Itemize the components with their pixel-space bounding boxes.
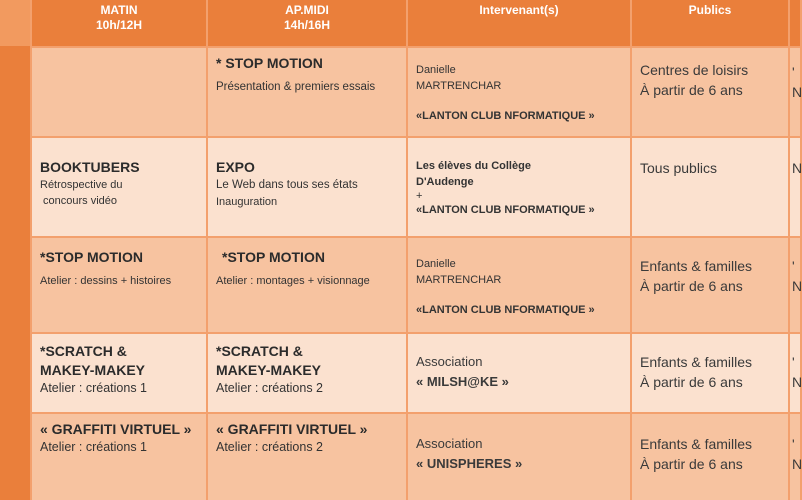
activity-description: Atelier : créations 1: [40, 381, 147, 395]
cell-publics: [632, 138, 788, 236]
header-matin-time: 10h/12H: [95, 18, 143, 32]
activity-title: EXPO: [216, 159, 255, 175]
edge-text: ': [792, 64, 795, 80]
audience-age: À partir de 6 ans: [640, 82, 743, 98]
speaker-org: « MILSH@KE »: [416, 374, 509, 389]
cell-matin: [32, 414, 206, 500]
cell-apmidi: [208, 48, 406, 136]
edge-text: N: [792, 84, 802, 100]
activity-title: *STOP MOTION: [222, 249, 325, 265]
edge-text: N: [792, 160, 802, 176]
cell-publics: [632, 334, 788, 412]
speaker-org: «LANTON CLUB NFORMATIQUE »: [416, 110, 595, 122]
audience-age: À partir de 6 ans: [640, 374, 743, 390]
activity-description-2: Inauguration: [216, 196, 278, 208]
cell-intervenants: [408, 414, 630, 500]
activity-description: Présentation & premiers essais: [216, 81, 376, 93]
activity-title: *STOP MOTION: [40, 249, 143, 265]
speaker-surname: MARTRENCHAR: [416, 274, 502, 286]
activity-title: * STOP MOTION: [216, 55, 323, 71]
activity-title: « GRAFFITI VIRTUEL »: [216, 421, 368, 437]
edge-text: N: [792, 278, 802, 294]
activity-description: Rétrospective du: [40, 179, 123, 191]
table-row: [0, 138, 800, 236]
activity-description: Atelier : créations 1: [40, 440, 147, 454]
speaker-surname: MARTRENCHAR: [416, 80, 502, 92]
edge-text: ': [792, 354, 795, 370]
speaker-plus: +: [416, 190, 423, 202]
activity-title: *SCRATCH &: [216, 343, 303, 359]
header-apmidi-time: 14h/16H: [283, 18, 331, 32]
header-publics-label: Publics: [688, 3, 732, 17]
activity-description-2: concours vidéo: [43, 195, 117, 207]
activity-title: BOOKTUBERS: [40, 159, 140, 175]
table-row: [0, 414, 800, 500]
cell-matin: [32, 334, 206, 412]
activity-title-2: MAKEY-MAKEY: [216, 362, 322, 378]
speaker-org-type: Association: [416, 354, 483, 369]
audience: Enfants & familles: [640, 436, 753, 452]
cell-matin: [32, 48, 206, 136]
cell-edge: [790, 334, 800, 412]
cell-publics: [632, 238, 788, 332]
cell-edge: [790, 138, 800, 236]
header-matin-label: MATIN: [100, 3, 138, 17]
cell-apmidi: [208, 334, 406, 412]
header-apmidi-label: AP.MIDI: [285, 3, 329, 17]
audience: Enfants & familles: [640, 354, 753, 370]
speaker-org: « UNISPHERES »: [416, 456, 523, 471]
table-row: [0, 48, 800, 136]
speaker-org: «LANTON CLUB NFORMATIQUE »: [416, 304, 595, 316]
cell-intervenants: [408, 334, 630, 412]
speaker-org: «LANTON CLUB NFORMATIQUE »: [416, 204, 595, 216]
audience: Enfants & familles: [640, 258, 753, 274]
cell-edge: [790, 238, 800, 332]
cell-apmidi: [208, 238, 406, 332]
activity-title-2: MAKEY-MAKEY: [40, 362, 146, 378]
activity-description: Atelier : dessins + histoires: [40, 275, 172, 287]
activity-description: Atelier : créations 2: [216, 381, 323, 395]
speaker-name: Danielle: [416, 64, 456, 76]
audience: Tous publics: [640, 160, 718, 176]
cell-publics: [632, 48, 788, 136]
header-matin: [32, 0, 206, 46]
cell-matin: [32, 238, 206, 332]
speaker-name: Danielle: [416, 258, 456, 270]
speaker-surname: D'Audenge: [416, 176, 474, 188]
cell-matin: [32, 138, 206, 236]
audience: Centres de loisirs: [640, 62, 749, 78]
activity-title: *SCRATCH &: [40, 343, 127, 359]
cell-edge: [790, 48, 800, 136]
activity-description: Le Web dans tous ses états: [216, 179, 358, 191]
cell-publics: [632, 414, 788, 500]
header-intervenants-label: Intervenant(s): [479, 3, 559, 17]
cell-intervenants: [408, 238, 630, 332]
audience-age: À partir de 6 ans: [640, 456, 743, 472]
header-publics: [632, 0, 788, 46]
activity-description: Atelier : montages + visionnage: [216, 275, 370, 287]
speaker-name: Les élèves du Collège: [416, 160, 531, 172]
audience-age: À partir de 6 ans: [640, 278, 743, 294]
edge-text: ': [792, 436, 795, 452]
speaker-org-type: Association: [416, 436, 483, 451]
cell-intervenants: [408, 48, 630, 136]
header-intervenants: [408, 0, 630, 46]
edge-text: N: [792, 456, 802, 472]
cell-edge: [790, 414, 800, 500]
edge-text: N: [792, 374, 802, 390]
header-apmidi: [208, 0, 406, 46]
activity-description: Atelier : créations 2: [216, 440, 323, 454]
edge-text: ': [792, 258, 795, 274]
cell-apmidi: [208, 138, 406, 236]
cell-intervenants: [408, 138, 630, 236]
table-row: [0, 238, 800, 332]
header-extra: [790, 0, 800, 46]
table-row: [0, 334, 800, 412]
cell-apmidi: [208, 414, 406, 500]
activity-title: « GRAFFITI VIRTUEL »: [40, 421, 192, 437]
